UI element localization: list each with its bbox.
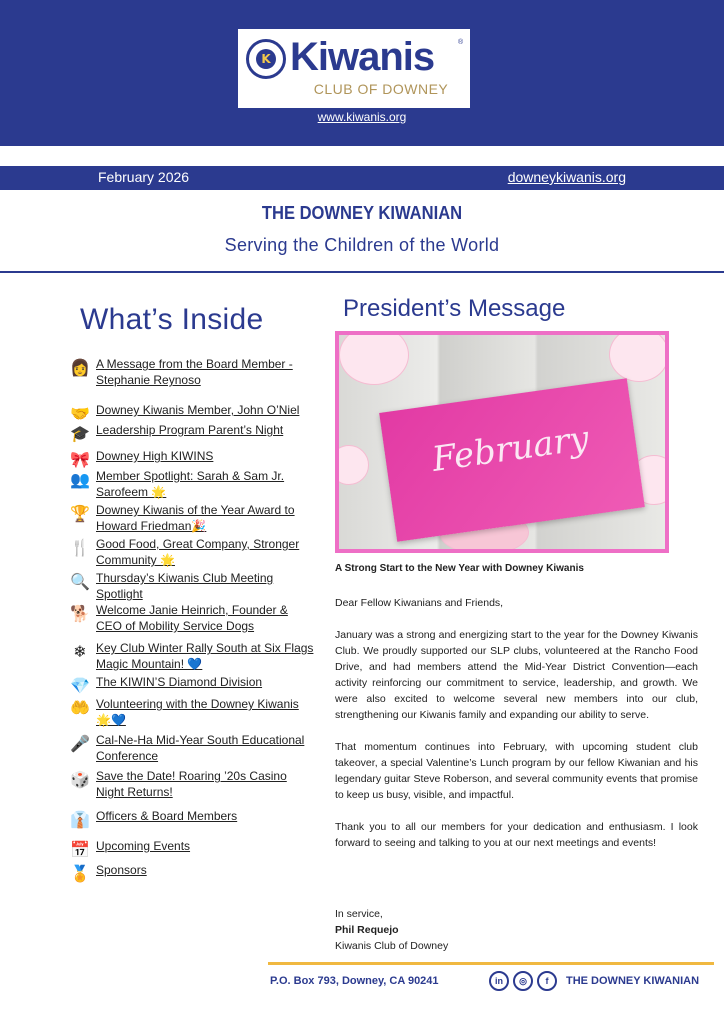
- dice-icon: 🎲: [70, 769, 90, 789]
- magnifier-icon: 🔍: [70, 571, 90, 591]
- toc-item-label[interactable]: Thursday’s Kiwanis Club Meeting Spotlight: [96, 571, 274, 601]
- diamond-icon: 💎: [70, 675, 90, 695]
- toc-item-label[interactable]: Upcoming Events: [96, 839, 191, 853]
- footer-title: THE DOWNEY KIWANIAN: [566, 975, 700, 987]
- toc-item[interactable]: [64, 602, 316, 634]
- toc-item[interactable]: [64, 674, 316, 696]
- toc-item-label[interactable]: Officers & Board Members: [96, 809, 238, 823]
- issue-date: February 2026: [98, 169, 190, 185]
- helping-hands-icon: 🤲: [70, 697, 90, 717]
- logo-subtitle: CLUB OF DOWNEY: [313, 81, 449, 97]
- toc-item[interactable]: [64, 570, 316, 602]
- toc-item-label[interactable]: Member Spotlight: Sarah & Sam Jr. Sarofeem 🌟: [96, 469, 285, 499]
- toc-item[interactable]: [64, 502, 316, 534]
- toc-item-label[interactable]: Key Club Winter Rally South at Six Flags Magic Mountain! 💙: [96, 641, 314, 671]
- toc-item-label[interactable]: Volunteering with the Downey Kiwanis 🌟💙: [96, 697, 299, 727]
- toc-item-label[interactable]: Downey Kiwanis of the Year Award to Howard Friedman🎉: [96, 503, 295, 533]
- article-body: [335, 595, 698, 867]
- graduation-cap-icon: 🎓: [70, 423, 90, 443]
- toc-item[interactable]: [64, 402, 316, 424]
- medal-icon: 🏅: [70, 863, 90, 883]
- toc-item-label[interactable]: Downey Kiwanis Member, John O’Niel: [96, 403, 300, 417]
- paragraph: That momentum continues into February, with upcoming student club takeover, a special Valentine’s Lunch program by our fellow Kiwanian and his legendary guitar Steve Roberson, and several community events that promise to keep us busy, visible, and impactful.: [335, 741, 698, 801]
- divider: [0, 271, 724, 273]
- toc-item[interactable]: [64, 696, 316, 728]
- toc-item[interactable]: [64, 422, 316, 444]
- signer-name: Phil Requejo: [335, 924, 399, 936]
- toc-item[interactable]: [64, 862, 316, 884]
- february-card: [379, 378, 645, 542]
- kiwanis-org-link[interactable]: www.kiwanis.org: [317, 110, 407, 124]
- service-dog-icon: 🐕: [70, 603, 90, 623]
- footer-address: P.O. Box 793, Downey, CA 90241: [270, 975, 439, 987]
- downey-kiwanis-link[interactable]: downeykiwanis.org: [507, 169, 626, 185]
- toc-item-label[interactable]: Welcome Janie Heinrich, Founder & CEO of Mobility Service Dogs: [96, 603, 288, 633]
- kiwanis-logo: [238, 29, 470, 108]
- toc-item-label[interactable]: Cal-Ne-Ha Mid-Year South Educational Conference: [96, 733, 305, 763]
- toc-item[interactable]: [64, 808, 316, 830]
- toc-item-label[interactable]: Sponsors: [96, 863, 147, 877]
- date-strip: [0, 166, 724, 190]
- paragraph: January was a strong and energizing start to the year for the Downey Kiwanis Club. We proudly supported our SLP clubs, volunteered at the Rancho Food Drive, and had members attend the Mid-Year District Convention—each activity reinforcing our commitment to service, leadership, and growth. We were also excited to welcome several new members into our club, strengthening our Kiwanis family and expanding our ability to serve.: [335, 629, 698, 721]
- toc-title: What’s Inside: [80, 303, 264, 336]
- article-heading: A Strong Start to the New Year with Downey Kiwanis: [335, 563, 584, 574]
- calendar-icon: 📅: [70, 839, 90, 859]
- paragraph: Thank you to all our members for your dedication and enthusiasm. I look forward to seeing and talking to you at our next meetings and events!: [335, 821, 698, 849]
- paragraph: Dear Fellow Kiwanians and Friends,: [335, 597, 504, 609]
- person-icon: 👩: [70, 357, 90, 377]
- toc-item[interactable]: [64, 768, 316, 800]
- utensils-icon: 🍴: [70, 537, 90, 557]
- toc-item-label[interactable]: Leadership Program Parent’s Night: [96, 423, 284, 437]
- toc-item[interactable]: [64, 356, 316, 388]
- tagline: Serving the Children of the World: [224, 235, 500, 255]
- february-card-text: February: [429, 418, 592, 480]
- toc-item[interactable]: [64, 732, 316, 764]
- signature-block: [335, 906, 448, 954]
- snowflake-icon: ❄: [73, 641, 87, 661]
- footer-rule: [268, 962, 714, 965]
- toc-item-label[interactable]: Downey High KIWINS: [96, 449, 214, 463]
- newsletter-title: THE DOWNEY KIWANIAN: [261, 203, 463, 223]
- february-photo: [335, 331, 669, 553]
- trophy-icon: 🏆: [70, 503, 90, 523]
- linkedin-icon[interactable]: in: [489, 971, 509, 991]
- instagram-icon[interactable]: ◎: [513, 971, 533, 991]
- closing: In service,: [335, 908, 383, 920]
- registered-mark: ®: [458, 39, 464, 46]
- header-band: [0, 0, 724, 146]
- toc-item[interactable]: [64, 536, 316, 568]
- toc-item[interactable]: [64, 468, 316, 500]
- microphone-icon: 🎤: [70, 733, 90, 753]
- president-message-title: President’s Message: [343, 295, 566, 322]
- toc-item[interactable]: [64, 640, 316, 672]
- toc-item-label[interactable]: The KIWIN’S Diamond Division: [96, 675, 263, 689]
- toc-item-label[interactable]: A Message from the Board Member - Stephanie Reynoso: [96, 357, 293, 387]
- kiwanis-seal-icon: K: [246, 39, 286, 79]
- facebook-icon[interactable]: f: [537, 971, 557, 991]
- toc-item-label[interactable]: Good Food, Great Company, Stronger Community 🌟: [96, 537, 300, 567]
- people-icon: 👥: [70, 469, 90, 489]
- handshake-icon: 🤝: [70, 403, 90, 423]
- signer-org: Kiwanis Club of Downey: [335, 940, 449, 952]
- toc-item[interactable]: [64, 448, 316, 470]
- logo-wordmark: Kiwanis: [290, 35, 435, 79]
- toc-item[interactable]: [64, 838, 316, 860]
- toc-item-label[interactable]: Save the Date! Roaring ’20s Casino Night Returns!: [96, 769, 287, 799]
- ribbon-icon: 🎀: [70, 449, 90, 469]
- necktie-icon: 👔: [70, 809, 90, 829]
